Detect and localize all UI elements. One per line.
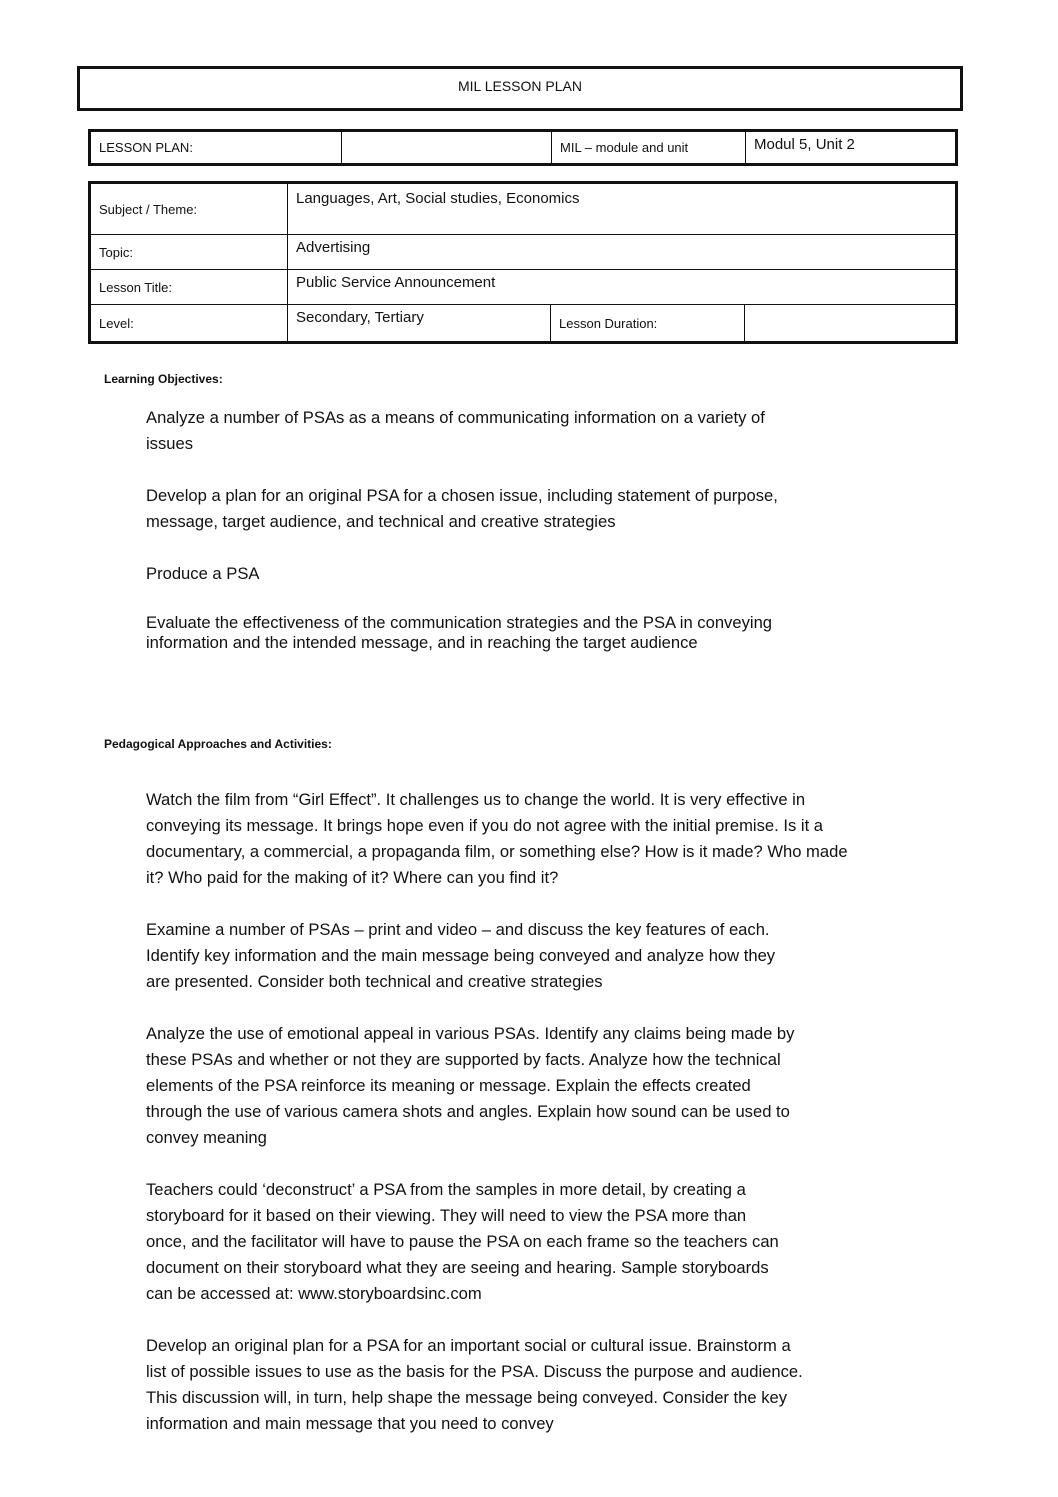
text-line: convey meaning <box>146 1128 267 1147</box>
text-line: list of possible issues to use as the basis for the PSA. Discuss the purpose and audience. <box>146 1362 803 1381</box>
text-line: document on their storyboard what they are seeing and hearing. Sample storyboards <box>146 1258 769 1277</box>
text-line: can be accessed at: www.storyboardsinc.com <box>146 1284 482 1303</box>
text-line: Develop an original plan for a PSA for an important social or cultural issue. Brainstorm a <box>146 1336 791 1355</box>
level-value: Secondary, Tertiary <box>288 305 551 343</box>
text-line: are presented. Consider both technical and creative strategies <box>146 972 603 991</box>
text-line: Evaluate the effectiveness of the communication strategies and the PSA in conveying <box>146 613 773 632</box>
lesson-plan-label: LESSON PLAN: <box>90 131 342 165</box>
info-table <box>88 181 958 344</box>
text-line: storyboard for it based on their viewing. They will need to view the PSA more than <box>146 1206 747 1225</box>
text-line: Watch the film from “Girl Effect”. It challenges us to change the world. It is very effective in <box>146 790 806 809</box>
text-line: Identify key information and the main message being conveyed and analyze how they <box>146 946 776 965</box>
duration-label: Lesson Duration: <box>551 305 745 343</box>
activity-paragraph <box>146 1333 803 1437</box>
activities-heading: Pedagogical Approaches and Activities: <box>104 737 332 751</box>
module-value: Modul 5, Unit 2 <box>746 131 957 165</box>
lesson-title-label: Lesson Title: <box>90 270 288 305</box>
module-label: MIL – module and unit <box>552 131 746 165</box>
text-line: Develop a plan for an original PSA for a chosen issue, including statement of purpose, <box>146 486 778 505</box>
text-line: it? Who paid for the making of it? Where can you find it? <box>146 868 559 887</box>
topic-value: Advertising <box>288 235 957 270</box>
text-line: once, and the facilitator will have to pause the PSA on each frame so the teachers can <box>146 1232 779 1251</box>
text-line: Examine a number of PSAs – print and video – and discuss the key features of each. <box>146 920 770 939</box>
lesson-plan-value <box>342 131 552 165</box>
document-title: MIL LESSON PLAN <box>458 78 582 94</box>
subject-value: Languages, Art, Social studies, Economics <box>288 183 957 235</box>
activity-paragraph <box>146 787 848 891</box>
text-line: Produce a PSA <box>146 564 260 583</box>
objective-paragraph <box>146 483 778 535</box>
duration-value <box>745 305 957 343</box>
topic-label: Topic: <box>90 235 288 270</box>
objectives-heading: Learning Objectives: <box>104 372 223 386</box>
text-line: through the use of various camera shots and angles. Explain how sound can be used to <box>146 1102 790 1121</box>
text-line: documentary, a commercial, a propaganda film, or something else? How is it made? Who made <box>146 842 848 861</box>
level-label: Level: <box>90 305 288 343</box>
activity-paragraph <box>146 1021 794 1151</box>
text-line: Teachers could ‘deconstruct’ a PSA from the samples in more detail, by creating a <box>146 1180 746 1199</box>
text-line: conveying its message. It brings hope even if you do not agree with the initial premise. Is it a <box>146 816 824 835</box>
lesson-title-value: Public Service Announcement <box>288 270 957 305</box>
text-line: information and the intended message, and in reaching the target audience <box>146 633 698 652</box>
objective-paragraph <box>146 561 259 587</box>
text-line: information and main message that you need to convey <box>146 1414 554 1433</box>
title-box <box>77 66 963 111</box>
subject-label: Subject / Theme: <box>90 183 288 235</box>
text-line: these PSAs and whether or not they are supported by facts. Analyze how the technical <box>146 1050 781 1069</box>
text-line: This discussion will, in turn, help shape the message being conveyed. Consider the key <box>146 1388 788 1407</box>
text-line: Analyze the use of emotional appeal in various PSAs. Identify any claims being made by <box>146 1024 795 1043</box>
text-line: elements of the PSA reinforce its meaning or message. Explain the effects created <box>146 1076 751 1095</box>
objective-paragraph <box>146 613 772 653</box>
activity-paragraph <box>146 917 775 995</box>
text-line: issues <box>146 434 194 453</box>
text-line: Analyze a number of PSAs as a means of communicating information on a variety of <box>146 408 765 427</box>
activity-paragraph <box>146 1177 779 1307</box>
header-table <box>88 129 958 166</box>
objective-paragraph <box>146 405 765 457</box>
text-line: message, target audience, and technical and creative strategies <box>146 512 616 531</box>
